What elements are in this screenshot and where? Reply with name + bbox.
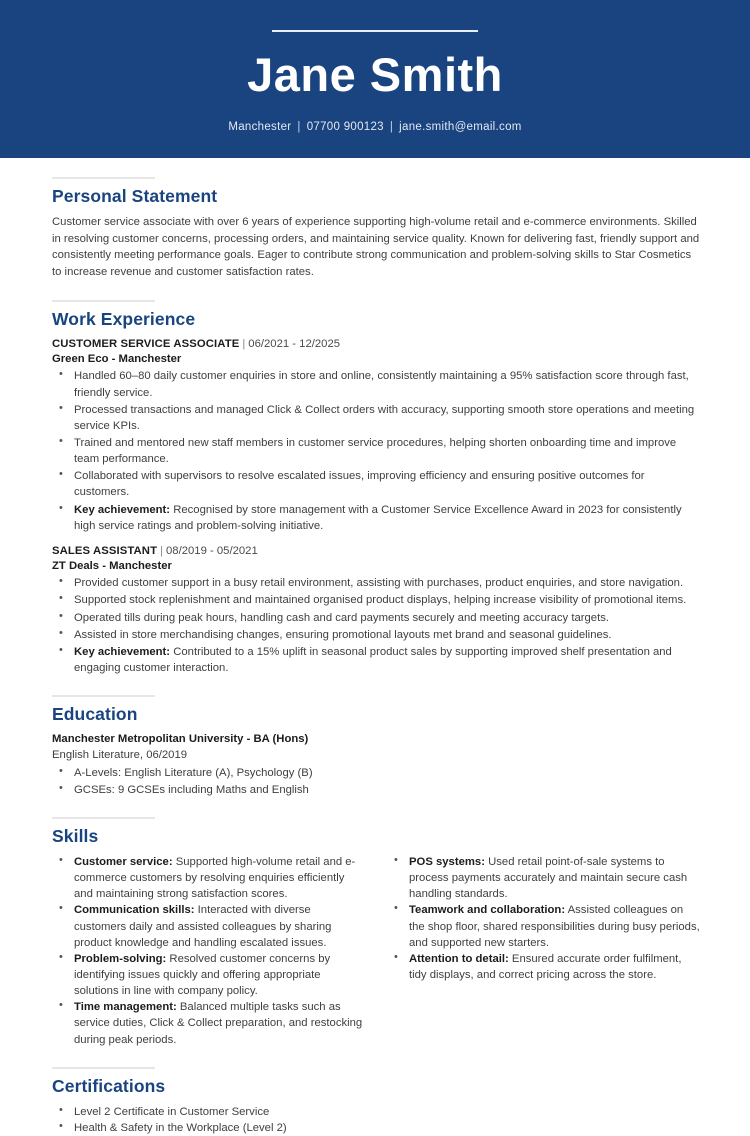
list-item-text: A-Levels: English Literature (A), Psychology (B) [74, 766, 313, 779]
list-item-text: Balanced multiple tasks such as service duties, Click & Collect preparation, and restocking during peak periods. [74, 1001, 363, 1046]
list-item [52, 402, 700, 434]
header-divider-rule [272, 30, 478, 32]
skills-right-list [387, 854, 700, 983]
list-item [52, 951, 365, 999]
list-item-text: Used retail point-of-sale systems to process payments accurately and maintain secure cash handling standards. [409, 856, 688, 901]
job-bullet-list [52, 575, 700, 676]
contact-separator-1: | [297, 121, 301, 134]
skills-left-list [52, 854, 365, 1048]
section-title-certifications: Certifications [52, 1075, 166, 1096]
section-title-work-experience: Work Experience [52, 308, 196, 329]
list-item [387, 951, 700, 983]
job-title-line [52, 337, 700, 352]
list-item-label: Customer service: [74, 856, 173, 869]
list-item-text: Contributed to a 15% uplift in seasonal product sales by supporting improved shelf presentation and engaging customer interaction. [74, 645, 672, 674]
section-title-education: Education [52, 704, 138, 725]
contact-line [0, 121, 750, 133]
section-skills [52, 817, 700, 1048]
list-item [52, 902, 365, 950]
list-item-text: Trained and mentored new staff members in customer service procedures, helping shorten onboarding time and improve team performance. [74, 436, 677, 466]
job-dates: 08/2019 - 05/2021 [166, 544, 258, 557]
job-separator: | [160, 544, 164, 557]
job-bullet-list [52, 368, 700, 533]
skills-columns [52, 854, 700, 1048]
list-item-text: Health & Safety in the Workplace (Level 2) [74, 1121, 287, 1134]
section-rule-skills [52, 817, 155, 819]
list-item-text: Ensured accurate order fulfilment, tidy displays, and correct pricing across the store. [409, 952, 682, 982]
list-item [52, 782, 700, 798]
contact-email: jane.smith@email.com [399, 121, 522, 134]
certifications-bullet-list [52, 1104, 700, 1136]
list-item [387, 902, 700, 950]
list-item-text: Supported high-volume retail and e-commerce customers by resolving enquiries efficiently and maintaining strong satisfaction scores. [74, 856, 356, 901]
section-rule-personal-statement [52, 177, 155, 179]
personal-statement-text: Customer service associate with over 6 years of experience supporting high-volume retail and e-commerce environments. Skilled in resolving customer concerns, processing orders, and maintaining service quality. Known for delivering fast, friendly support and consistently meeting performance goals. Eager to contribute strong communication and problem-solving skills to Star Cosmetics to increase revenue and customer satisfaction rates. [52, 216, 700, 279]
list-item-label: Teamwork and collaboration: [409, 904, 566, 917]
work-experience-list [52, 337, 700, 676]
list-item [52, 502, 700, 534]
contact-separator-2: | [389, 121, 394, 134]
list-item [52, 854, 365, 902]
list-item [52, 1104, 700, 1120]
skills-column-left [52, 854, 365, 1048]
list-item [52, 644, 700, 676]
section-work-experience [52, 300, 700, 676]
list-item-label: POS systems: [409, 856, 485, 869]
section-education [52, 695, 700, 798]
resume-body [0, 177, 750, 1136]
section-rule-certifications [52, 1067, 155, 1069]
list-item-label: Attention to detail: [409, 952, 509, 965]
education-detail: English Literature, 06/2019 [52, 748, 188, 761]
list-item [52, 999, 365, 1047]
section-rule-work-experience [52, 300, 155, 302]
education-school: Manchester Metropolitan University - BA (Hons) [52, 733, 309, 746]
list-item-label: Key achievement: [74, 645, 171, 658]
list-item [52, 575, 700, 591]
job-title-line [52, 544, 700, 559]
list-item [52, 627, 700, 643]
list-item-text: Recognised by store management with a Customer Service Excellence Award in 2023 for consistently high service ratings and problem-solving initiative. [74, 503, 682, 532]
section-title-personal-statement: Personal Statement [52, 186, 218, 206]
list-item [387, 854, 700, 902]
section-personal-statement [52, 177, 700, 281]
list-item [52, 435, 700, 467]
job-dates: 06/2021 - 12/2025 [248, 337, 341, 350]
work-experience-entry [52, 544, 700, 676]
section-title-skills: Skills [52, 826, 99, 847]
job-company: Green Eco - Manchester [52, 353, 182, 366]
job-role: CUSTOMER SERVICE ASSOCIATE [52, 337, 240, 350]
work-experience-entry [52, 337, 700, 534]
list-item-text: Resolved customer concerns by identifying issues quickly and offering appropriate solutions in line with company policy. [74, 952, 331, 998]
list-item-text: Level 2 Certificate in Customer Service [74, 1105, 270, 1118]
list-item-text: Assisted colleagues on the shop floor, shared responsibilities during busy periods, and supported new starters. [409, 904, 700, 949]
list-item [52, 368, 700, 400]
job-company: ZT Deals - Manchester [52, 560, 172, 573]
job-role: SALES ASSISTANT [52, 544, 158, 557]
skills-column-right [387, 854, 700, 1048]
list-item [52, 765, 700, 781]
list-item-text: Handled 60–80 daily customer enquiries in store and online, consistently maintaining a 95% satisfaction score through fast, friendly service. [74, 370, 689, 399]
list-item-label: Communication skills: [74, 904, 195, 917]
list-item [52, 592, 700, 608]
list-item-text: Supported stock replenishment and maintained organised product displays, helping increase visibility of promotional items. [74, 594, 687, 607]
list-item-label: Time management: [74, 1001, 177, 1014]
list-item-text: Assisted in store merchandising changes, ensuring promotional layouts met brand and seasonal guidelines. [74, 628, 612, 641]
candidate-name: Jane Smith [247, 48, 503, 101]
contact-location: Manchester [228, 121, 292, 134]
section-rule-education [52, 695, 155, 697]
job-separator: | [242, 337, 246, 350]
section-certifications [52, 1067, 700, 1136]
list-item-label: Key achievement: [74, 503, 171, 516]
contact-phone: 07700 900123 [306, 121, 384, 134]
list-item-text: GCSEs: 9 GCSEs including Maths and English [74, 783, 309, 796]
list-item [52, 1120, 700, 1136]
list-item-text: Processed transactions and managed Click & Collect orders with accuracy, supporting smooth store operations and meeting service KPIs. [74, 403, 695, 432]
list-item [52, 468, 700, 500]
list-item-label: Problem-solving: [74, 952, 167, 965]
list-item-text: Collaborated with supervisors to resolve escalated issues, improving efficiency and ensuring positive outcomes for customers. [74, 470, 645, 499]
education-bullet-list [52, 765, 700, 798]
list-item-text: Interacted with diverse customers daily and assisted colleagues by sharing product knowledge and handling escalated issues. [74, 904, 332, 949]
list-item-text: Operated tills during peak hours, handling cash and card payments securely and meeting accuracy targets. [74, 611, 610, 624]
resume-header-banner [0, 0, 750, 158]
list-item [52, 610, 700, 626]
list-item-text: Provided customer support in a busy retail environment, assisting with purchases, product enquiries, and store navigation. [74, 577, 684, 590]
